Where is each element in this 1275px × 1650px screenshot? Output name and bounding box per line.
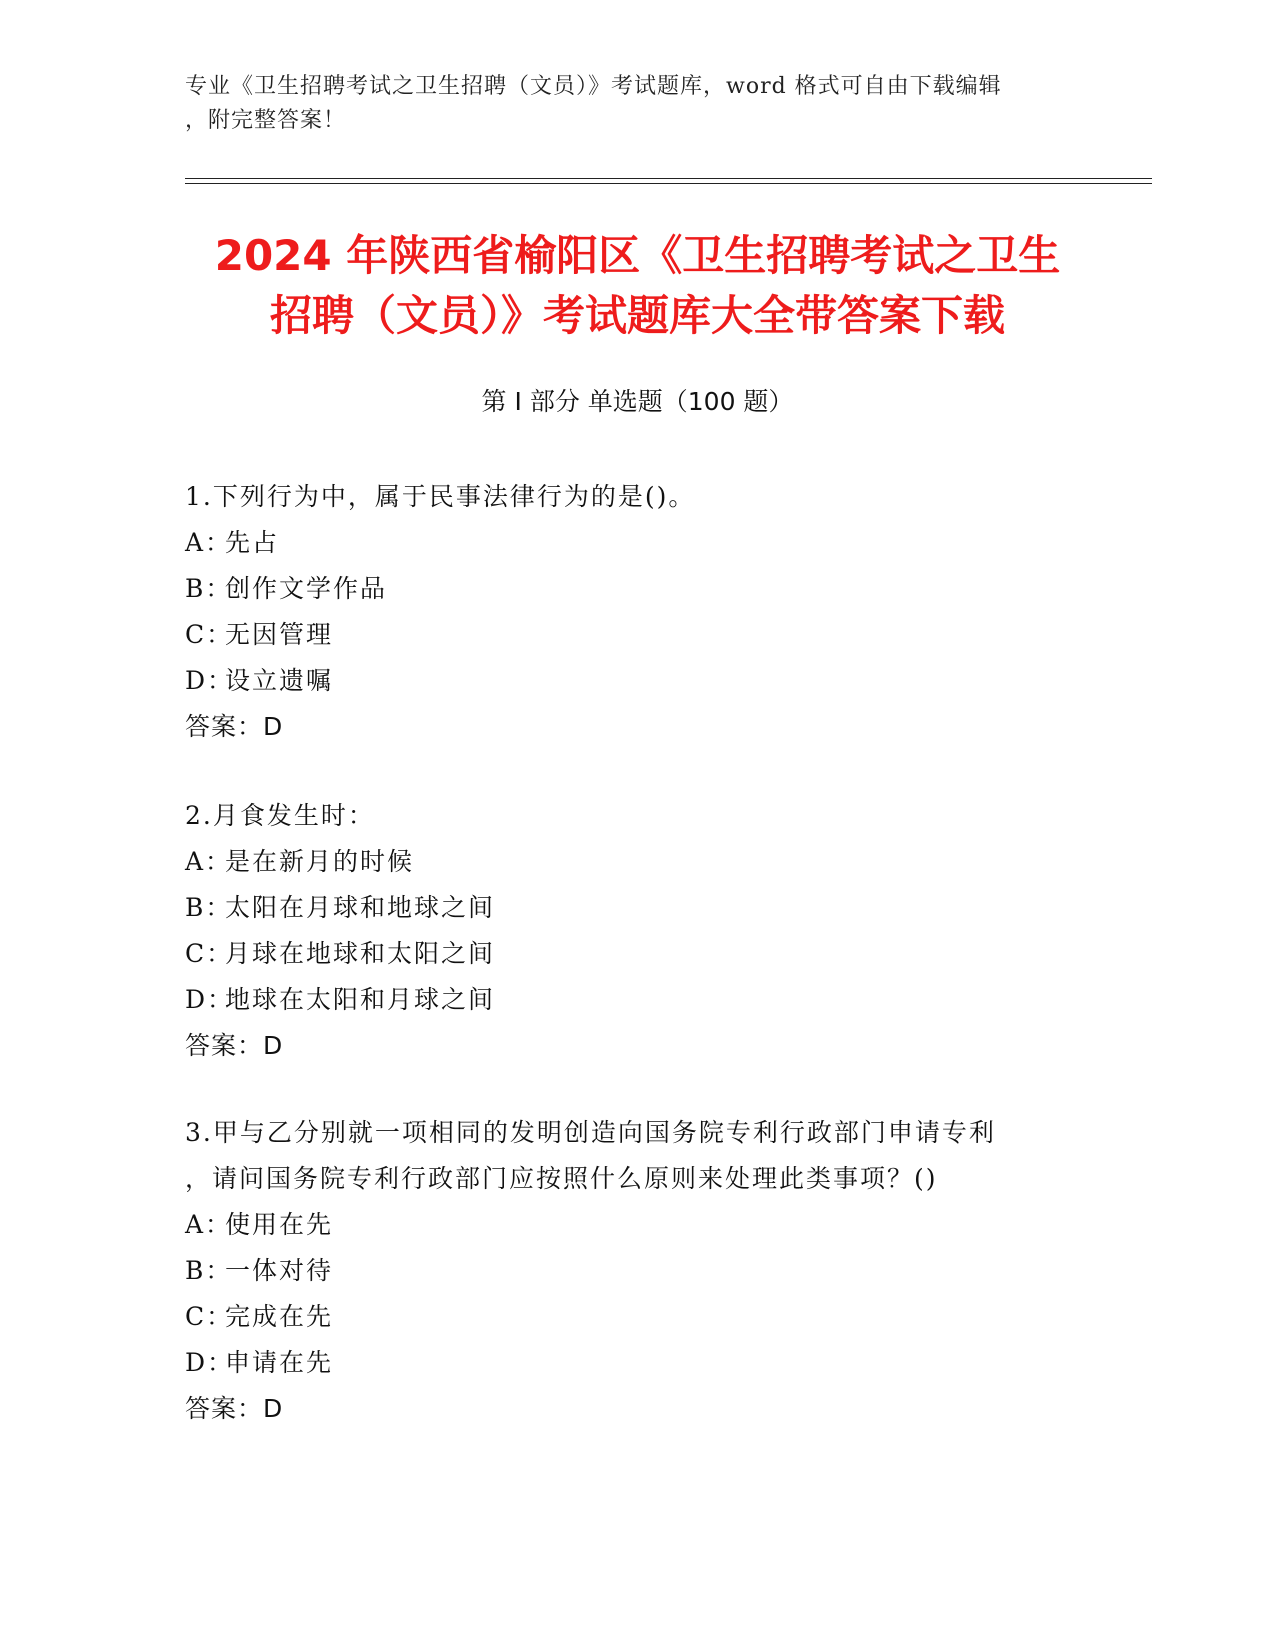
option-text: 使用在先 [225, 1210, 334, 1239]
header-note-line1: 专业《卫生招聘考试之卫生招聘（文员）》考试题库，word 格式可自由下载编辑 [185, 74, 1002, 99]
header-divider-bottom [185, 183, 1152, 184]
option-letter: B： [185, 574, 233, 603]
option-letter: D： [185, 985, 235, 1014]
option-letter: C： [185, 939, 234, 968]
option-text: 一体对待 [225, 1256, 334, 1285]
option-letter: A： [185, 528, 233, 557]
option-text: 地球在太阳和月球之间 [225, 985, 496, 1014]
option-letter: B： [185, 893, 233, 922]
question-stem: 2.月食发生时： [185, 801, 375, 830]
option-c [185, 931, 1085, 977]
option-letter: D： [185, 1348, 235, 1377]
option-letter: C： [185, 620, 234, 649]
option-letter: A： [185, 847, 233, 876]
question-stem: 3.甲与乙分别就一项相同的发明创造向国务院专利行政部门申请专利 [185, 1118, 996, 1147]
document-title-line1: 2024 年陕西省榆阳区《卫生招聘考试之卫生 [214, 231, 1061, 280]
option-a [185, 1202, 1085, 1248]
option-letter: C： [185, 1302, 234, 1331]
option-letter: D： [185, 666, 235, 695]
question-stem: 1.下列行为中，属于民事法律行为的是()。 [185, 482, 696, 511]
option-d [185, 1340, 1085, 1386]
option-b [185, 1248, 1085, 1294]
header-note-line2: ，附完整答案！ [185, 108, 347, 133]
answer: 答案：D [185, 712, 284, 741]
option-b [185, 566, 1085, 612]
option-a [185, 839, 1085, 885]
section-heading: 第 I 部分 单选题（100 题） [481, 387, 794, 416]
option-text: 创作文学作品 [225, 574, 388, 603]
question-3 [185, 1110, 1085, 1432]
option-text: 完成在先 [225, 1302, 334, 1331]
option-c [185, 1294, 1085, 1340]
document-title [150, 226, 1125, 346]
option-text: 设立遗嘱 [225, 666, 334, 695]
option-text: 无因管理 [225, 620, 334, 649]
option-d [185, 658, 1085, 704]
option-text: 太阳在月球和地球之间 [225, 893, 496, 922]
option-text: 月球在地球和太阳之间 [225, 939, 496, 968]
answer: 答案：D [185, 1031, 284, 1060]
header-divider-top [185, 178, 1152, 179]
option-text: 是在新月的时候 [225, 847, 415, 876]
question-1 [185, 474, 1085, 750]
question-2 [185, 793, 1085, 1069]
option-text: 申请在先 [225, 1348, 334, 1377]
option-d [185, 977, 1085, 1023]
document-title-line2: 招聘（文员）》考试题库大全带答案下载 [269, 291, 1005, 340]
option-letter: A： [185, 1210, 233, 1239]
answer: 答案：D [185, 1394, 284, 1423]
option-text: 先占 [225, 528, 280, 557]
option-c [185, 612, 1085, 658]
header-note [185, 70, 1085, 138]
option-b [185, 885, 1085, 931]
option-letter: B： [185, 1256, 233, 1285]
option-a [185, 520, 1085, 566]
question-stem-continued: ，请问国务院专利行政部门应按照什么原则来处理此类事项？() [185, 1164, 938, 1193]
